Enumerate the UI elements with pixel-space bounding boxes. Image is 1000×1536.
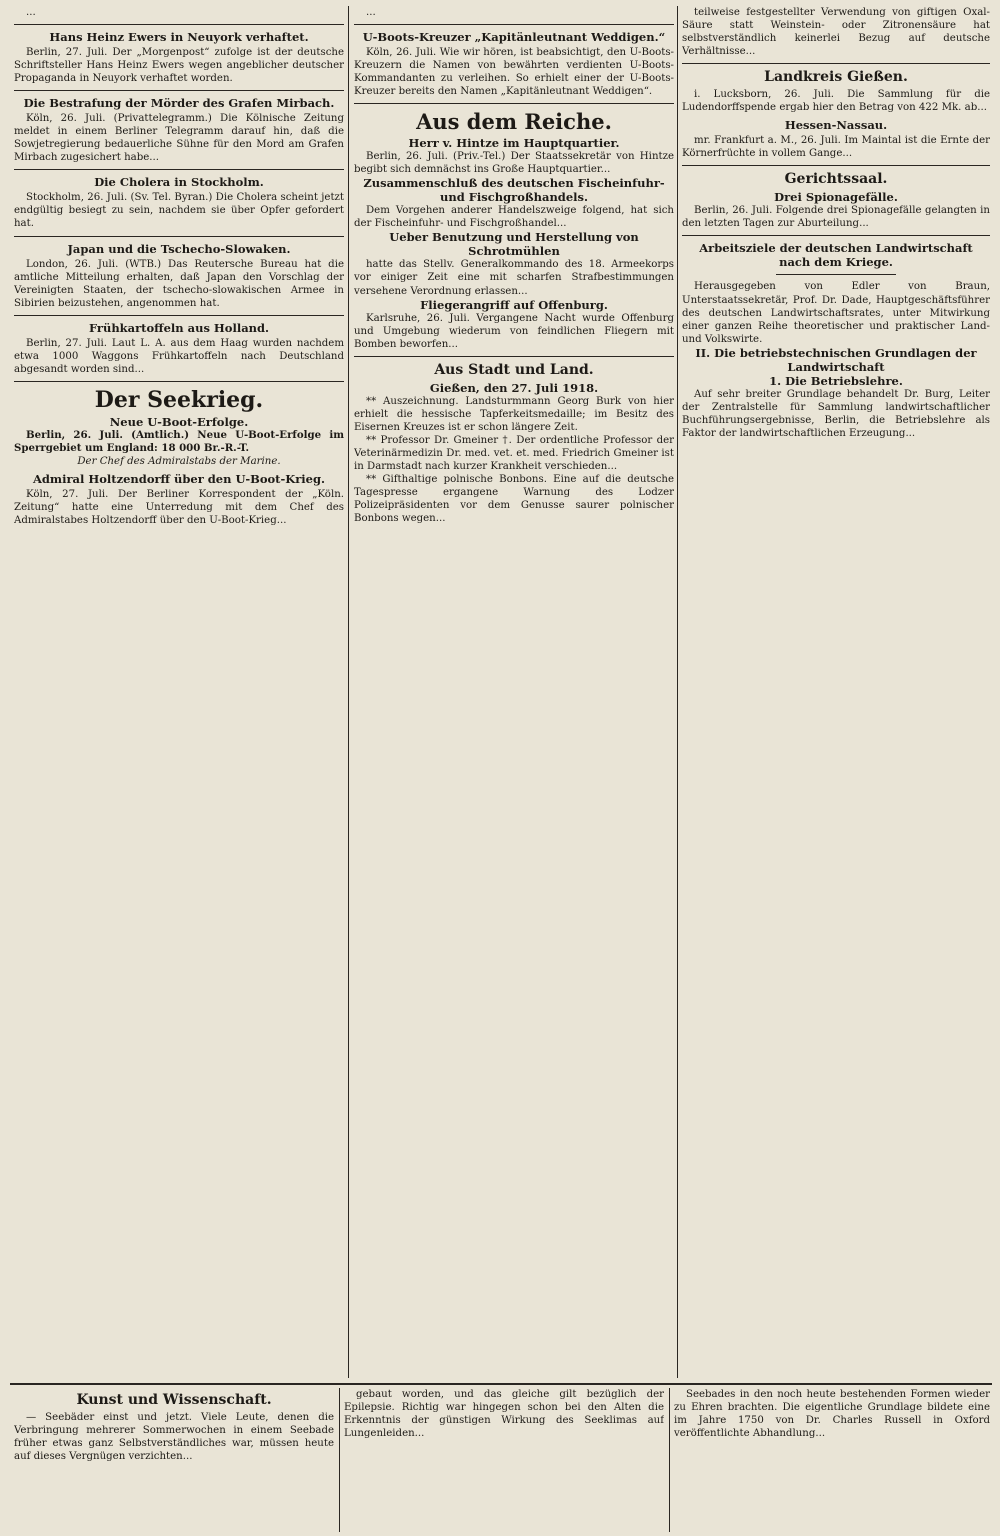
japan-body: London, 26. Juli. (WTB.) Das Reutersche Bureau hat die amtliche Mitteilung erhalten, daß Japan den Vorschlag der Vereinigten Staaten, der tschecho-slowakischen Armee in Sibirien beizustehen, angenommen hat. bbox=[14, 258, 344, 309]
divider bbox=[14, 90, 344, 91]
stadt-date: Gießen, den 27. Juli 1918. bbox=[429, 380, 599, 395]
schrot-body: hatte das Stellv. Generalkommando des 18. Armeekorps vor einiger Zeit eine mit scharfen Strafbestimmungen versehene Verordnung erlassen... bbox=[354, 259, 674, 297]
column-rule bbox=[669, 1388, 670, 1532]
cholera-headline: Die Cholera in Stockholm. bbox=[94, 175, 264, 190]
flieger-headline: Fliegerangriff auf Offenburg. bbox=[420, 297, 608, 312]
landwirtschaft-section: II. Die betriebstechnischen Grundlagen der Landwirtschaft bbox=[695, 345, 977, 374]
divider bbox=[682, 63, 990, 64]
flieger-body: Karlsruhe, 26. Juli. Vergangene Nacht wurde Offenburg und Umgebung wiederum von feindlichen Fliegern mit Bomben beworfen... bbox=[354, 312, 674, 350]
divider bbox=[682, 165, 990, 166]
landkreis-body: i. Lucksborn, 26. Juli. Die Sammlung für die Ludendorffspende ergab hier den Betrag von 422 Mk. ab... bbox=[682, 89, 990, 114]
column-3 bbox=[682, 6, 990, 1378]
divider bbox=[682, 235, 990, 236]
divider bbox=[14, 169, 344, 170]
seekrieg-body: Berlin, 26. Juli. (Amtlich.) Neue U-Boot-Erfolge im Sperrgebiet um England: 18 000 Br.-R.-T. bbox=[14, 428, 344, 454]
stadt-body-2: ** Professor Dr. Gmeiner †. Der ordentliche Professor der Veterinärmedizin Dr. med. vet. et. med. Friedrich Gmeiner ist in Darmstadt nach kurzer Krankheit verschieden... bbox=[354, 434, 674, 472]
holtzendorff-body: Köln, 27. Juli. Der Berliner Korrespondent der „Köln. Zeitung“ hatte eine Unterredung mit dem Chef des Admiralstabes Holtzendorff über den U-Boot-Krieg... bbox=[14, 488, 344, 527]
fisch-body: Dem Vorgehen anderer Handelszweige folgend, hat sich der Fischeinfuhr- und Fischgroßhandel... bbox=[354, 205, 674, 230]
feuilleton-rule bbox=[10, 1383, 992, 1385]
japan-headline: Japan und die Tschecho-Slowaken. bbox=[67, 241, 291, 256]
hintze-body: Berlin, 26. Juli. (Priv.-Tel.) Der Staatssekretär von Hintze begibt sich demnächst ins Große Hauptquartier... bbox=[354, 151, 674, 176]
hessen-body: mr. Frankfurt a. M., 26. Juli. Im Maintal ist die Ernte der Körnerfrüchte in vollem Gange... bbox=[682, 135, 990, 160]
feuilleton-column-3 bbox=[674, 1388, 990, 1532]
feuilleton-body-2: gebaut worden, und das gleiche gilt bezüglich der Epilepsie. Richtig war hingegen schon bei den Alten die Erkenntnis der günstigen Wirkung des Seeklimas auf Lungenleiden... bbox=[344, 1389, 664, 1440]
landkreis-headline: Landkreis Gießen. bbox=[764, 69, 908, 86]
seekrieg-headline: Der Seekrieg. bbox=[94, 386, 264, 413]
feuilleton-headline: Kunst und Wissenschaft. bbox=[76, 1392, 272, 1408]
hintze-headline: Herr v. Hintze im Hauptquartier. bbox=[408, 136, 620, 151]
evers-headline: Hans Heinz Ewers in Neuyork verhaftet. bbox=[49, 30, 309, 45]
column-rule bbox=[339, 1388, 340, 1532]
landwirtschaft-subsection: 1. Die Betriebslehre. bbox=[769, 373, 903, 388]
schrot-headline: Ueber Benutzung und Herstellung von Schrotmühlen bbox=[389, 230, 639, 259]
stadt-body-3: ** Gifthaltige polnische Bonbons. Eine auf die deutsche Tagespresse ergangene Warnung des Lodzer Polizeipräsidenten vor dem Genusse saurer polnischer Bonbons wegen... bbox=[354, 473, 674, 525]
column-1 bbox=[14, 6, 344, 1378]
gericht-subheadline: Drei Spionagefälle. bbox=[774, 190, 898, 205]
feuilleton-column-2 bbox=[344, 1388, 664, 1532]
gericht-body: Berlin, 26. Juli. Folgende drei Spionagefälle gelangten in den letzten Tagen zur Aburteilung... bbox=[682, 205, 990, 230]
column-2 bbox=[354, 6, 674, 1378]
hessen-headline: Hessen-Nassau. bbox=[784, 118, 888, 133]
col2-top-paragraph: ... bbox=[366, 7, 376, 18]
evers-body: Berlin, 27. Juli. Der „Morgenpost“ zufolge ist der deutsche Schriftsteller Hans Heinz Ewers wegen angeblicher deutscher Propaganda in Neuyork verhaftet worden. bbox=[14, 47, 344, 85]
short-rule bbox=[776, 274, 896, 275]
divider bbox=[354, 103, 674, 104]
feuilleton-column-1 bbox=[14, 1388, 334, 1532]
gericht-headline: Gerichtssaal. bbox=[784, 171, 888, 188]
col1-top-paragraph: ... bbox=[26, 7, 36, 18]
kreuzer-body: Köln, 26. Juli. Wie wir hören, ist beabsichtigt, den U-Boots-Kreuzern die Namen von bewährten verdienten U-Boots-Kommandanten zu verleihen. So erhielt einer der U-Boots-Kreuzer bereits den Namen „Kapitänleutnant Weddigen“. bbox=[354, 47, 674, 98]
feuilleton-body-1: — Seebäder einst und jetzt. Viele Leute, denen die Verbringung mehrerer Sommerwochen in einem Seebade früher etwas ganz Selbstverständliches war, müssen heute auf dieses Vergnügen verzichten... bbox=[14, 1412, 334, 1463]
cholera-body: Stockholm, 26. Juli. (Sv. Tel. Byran.) Die Cholera scheint jetzt endgültig besiegt zu sein, nachdem sie über Opfer gefordert hat. bbox=[14, 192, 344, 230]
mirbach-body: Köln, 26. Juli. (Privattelegramm.) Die Kölnische Zeitung meldet in einem Berliner Telegramm darauf hin, daß die Sowjetregierung bedauerliche Sühne für den Mord am Grafen Mirbach zugesichert habe... bbox=[14, 113, 344, 164]
col3-top-paragraph: teilweise festgestellter Verwendung von giftigen Oxal-Säure statt Weinstein- oder Zitronensäure hat selbstverständlich keinerlei Bezug auf deutsche Verhältnisse... bbox=[682, 7, 990, 58]
landwirtschaft-body: Auf sehr breiter Grundlage behandelt Dr. Burg, Leiter der Zentralstelle für Sammlung landwirtschaftlicher Buchführungsergebnisse, Berlin, die Betriebslehre als Faktor der landwirtschaftlichen Erzeugung... bbox=[682, 388, 990, 439]
stadt-headline: Aus Stadt und Land. bbox=[434, 361, 594, 378]
stadt-body-1: ** Auszeichnung. Landsturmmann Georg Burk von hier erhielt die hessische Tapferkeitsmedaille; im Besitz des Eisernen Kreuzes ist er schon längere Zeit. bbox=[354, 395, 674, 433]
divider bbox=[14, 381, 344, 382]
divider bbox=[14, 24, 344, 25]
fisch-headline: Zusammenschluß des deutschen Fischeinfuhr- und Fischgroßhandels. bbox=[363, 176, 665, 205]
feuilleton-body-3: Seebades in den noch heute bestehenden Formen wieder zu Ehren brachten. Die eigentliche Grundlage bildete eine im Jahre 1750 von Dr. Charles Russell in Oxford veröffentlichte Abhandlung... bbox=[674, 1389, 990, 1440]
column-rule bbox=[348, 6, 349, 1378]
kartoffeln-headline: Frühkartoffeln aus Holland. bbox=[88, 320, 270, 335]
kreuzer-headline: U-Boots-Kreuzer „Kapitänleutnant Weddigen.“ bbox=[362, 30, 666, 45]
kartoffeln-body: Berlin, 27. Juli. Laut L. A. aus dem Haag wurden nachdem etwa 1000 Waggons Frühkartoffeln nach Deutschland abgesandt worden sind... bbox=[14, 337, 344, 375]
seekrieg-signature: Der Chef des Admiralstabs der Marine. bbox=[77, 455, 281, 467]
seekrieg-subheadline: Neue U-Boot-Erfolge. bbox=[109, 414, 249, 429]
divider bbox=[14, 315, 344, 316]
mirbach-headline: Die Bestrafung der Mörder des Grafen Mirbach. bbox=[23, 96, 335, 111]
reich-headline: Aus dem Reiche. bbox=[416, 109, 612, 135]
landwirtschaft-headline: Arbeitsziele der deutschen Landwirtschaft nach dem Kriege. bbox=[699, 241, 973, 270]
column-rule bbox=[677, 6, 678, 1378]
holtzendorff-headline: Admiral Holtzendorff über den U-Boot-Krieg. bbox=[32, 471, 326, 486]
divider bbox=[354, 24, 674, 25]
divider bbox=[354, 356, 674, 357]
landwirtschaft-byline: Herausgegeben von Edler von Braun, Unterstaatssekretär, Prof. Dr. Dade, Hauptgeschäftsführer des deutschen Landwirtschaftsrates, unter Mitwirkung einer ganzen Reihe theoretischer und praktischer Land- und Volkswirte. bbox=[682, 281, 990, 345]
divider bbox=[14, 236, 344, 237]
